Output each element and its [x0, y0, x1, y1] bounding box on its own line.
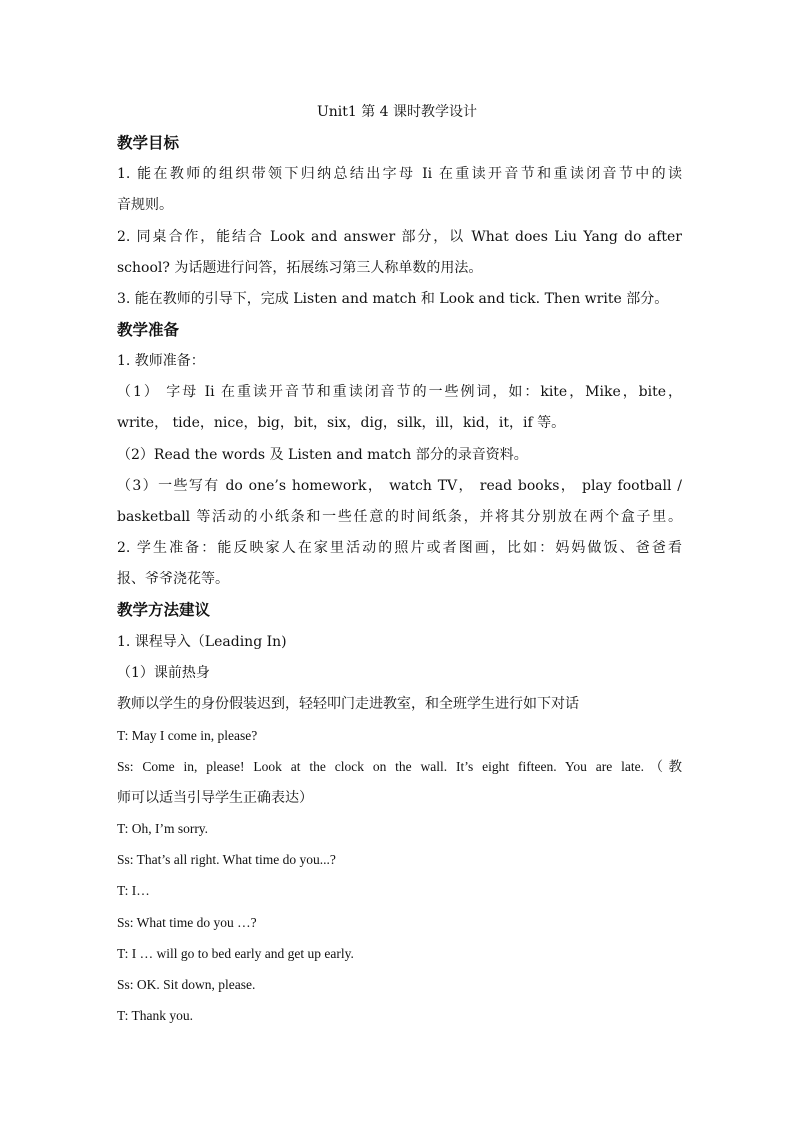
objective-line-1: 1. 能在教师的组织带领下归纳总结出字母 Ii 在重读开音节和重读闭音节中的读 [117, 166, 682, 182]
dialogue-line-8: T: I … will go to bed early and get up early. [117, 946, 354, 961]
preparation-line-2: （1） 字母 Ii 在重读开音节和重读闭音节的一些例词，如：kite，Mike，bite， [117, 384, 682, 400]
document-title: Unit1 第 4 课时教学设计 [316, 104, 478, 120]
objective-line-2: 音规则。 [117, 197, 173, 213]
dialogue-line-9: Ss: OK. Sit down, please. [117, 977, 256, 992]
section-heading-methods: 教学方法建议 [117, 600, 211, 619]
objective-line-3: 2. 同桌合作，能结合 Look and answer 部分，以 What does Liu Yang do after [117, 229, 682, 245]
dialogue-line-10: T: Thank you. [117, 1008, 193, 1023]
preparation-line-4: （2）Read the words 及 Listen and match 部分的录音资料。 [117, 447, 528, 463]
preparation-line-5: （3）一些写有 do one’s homework， watch TV， read books， play football / [117, 478, 682, 494]
dialogue-line-4: T: Oh, I’m sorry. [117, 821, 209, 836]
preparation-line-3: write， tide，nice，big，bit，six，dig，silk，ill，kid，it，if 等。 [117, 415, 566, 431]
methods-line-3: 教师以学生的身份假装迟到，轻轻叩门走进教室，和全班学生进行如下对话 [117, 696, 579, 712]
dialogue-line-1: T: May I come in, please? [117, 728, 258, 743]
section-heading-objectives: 教学目标 [117, 133, 180, 152]
dialogue-line-2: Ss: Come in, please! Look at the clock on the wall. It’s eight fifteen. You are late.（教 [117, 759, 682, 774]
objective-line-5: 3. 能在教师的引导下，完成 Listen and match 和 Look and tick. Then write 部分。 [117, 291, 669, 307]
objective-line-4: school? 为话题进行问答，拓展练习第三人称单数的用法。 [117, 260, 483, 276]
methods-line-1: 1. 课程导入（Leading In) [117, 634, 287, 650]
dialogue-line-5: Ss: That’s all right. What time do you...? [117, 852, 336, 867]
methods-line-2: （1）课前热身 [117, 665, 210, 681]
dialogue-line-7: Ss: What time do you …? [117, 915, 257, 930]
preparation-line-7: 2. 学生准备：能反映家人在家里活动的照片或者图画，比如：妈妈做饭、爸爸看 [117, 540, 682, 556]
preparation-line-1: 1. 教师准备： [117, 353, 205, 369]
section-heading-preparation: 教学准备 [117, 320, 180, 339]
dialogue-line-6: T: I… [117, 883, 150, 898]
dialogue-line-3: 师可以适当引导学生正确表达） [117, 790, 313, 806]
preparation-line-8: 报、爷爷浇花等。 [117, 571, 229, 587]
preparation-line-6: basketball 等活动的小纸条和一些任意的时间纸条，并将其分别放在两个盒子里。 [117, 509, 682, 525]
